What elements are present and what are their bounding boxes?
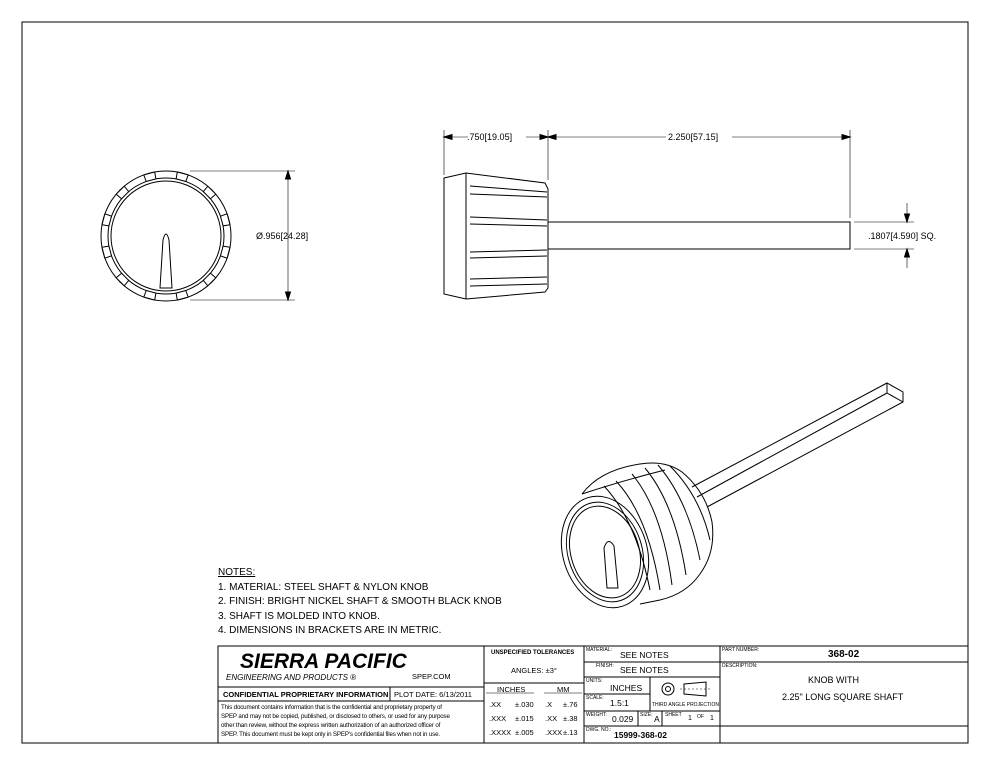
shaft-length-dim: 2.250[57.15] [668,132,719,142]
shaft-square-dim: .1807[4.590] SQ. [868,231,937,241]
knob-notch [221,214,231,226]
knob-notch [176,172,188,182]
knob-notch [102,246,112,258]
size-value: A [654,714,660,724]
sheet-label: SHEET [665,712,682,718]
tolerance-inches-header: INCHES [497,685,526,694]
projection-label: THIRD ANGLE PROJECTION [652,702,719,708]
isometric-view [547,383,903,619]
tolerance-mm-header: MM [557,685,570,694]
finish-value: SEE NOTES [620,665,669,675]
scale-label: SCALE: [586,695,604,701]
plot-date: PLOT DATE: 6/13/2011 [394,690,472,699]
dwg-label: DWG. NO.: [586,727,612,733]
company-website: SPEP.COM [412,672,451,681]
tolerance-row: .XXX ±.015 .XX ±.38 [489,714,578,723]
part-number-label: PART NUMBER: [722,647,760,653]
units-value: INCHES [610,683,643,693]
weight-label: WEIGHT: [586,712,607,718]
weight-value: 0.029 [612,714,634,724]
part-number-value: 368-02 [828,649,860,660]
knob-length-dim: .750[19.05] [467,132,513,142]
company-name: SIERRA PACIFIC [240,650,407,673]
confidential-text: This document contains information that is the confidential and proprietary property of SPEP and may not be copied, published, or disclosed to others, or used for any purpose other than review, without the express written authorization of an authorized officer of SPEP. This document must be kept only in SPEP's confidential files when not in use. [221,704,450,738]
knob-notch [144,172,156,182]
tolerances-title: UNSPECIFIED TOLERANCES [491,650,575,656]
sheet-value: 1 [688,715,692,722]
finish-label: FINISH: [596,663,614,669]
notes-heading: NOTES: [218,567,256,578]
units-label: UNITS: [586,678,603,684]
of-label: OF [697,714,704,720]
knob-notch [221,246,231,258]
knob-diameter-dim: Ø.956[24.28] [256,231,309,241]
note-item: 2. FINISH: BRIGHT NICKEL SHAFT & SMOOTH BLACK KNOB [218,596,502,607]
dwg-value: 15999-368-02 [614,730,667,740]
tolerance-angles: ANGLES: ±3° [511,666,557,675]
of-value: 1 [710,715,714,722]
tolerance-table [489,698,578,740]
material-label: MATERIAL: [586,647,613,653]
notes-section [218,566,502,639]
note-item: 4. DIMENSIONS IN BRACKETS ARE IN METRIC. [218,625,442,636]
company-subtitle: ENGINEERING AND PRODUCTS ® [226,673,357,682]
tolerance-row: .XXXX ±.005 .XXX ±.13 [489,728,578,737]
size-label: SIZE: [640,712,653,718]
knob-notch [102,214,112,226]
note-item: 3. SHAFT IS MOLDED INTO KNOB. [218,610,380,622]
side-view [444,130,914,299]
description-label: DESCRIPTION: [722,663,758,669]
confidential-title: CONFIDENTIAL PROPRIETARY INFORMATION [223,690,389,699]
description-line1: KNOB WITH [808,675,859,685]
note-item: 1. MATERIAL: STEEL SHAFT & NYLON KNOB [218,581,429,593]
knob-notch [176,291,188,301]
description-line2: 2.25" LONG SQUARE SHAFT [782,692,904,702]
knob-notch [144,291,156,301]
tolerance-row: .XX ±.030 .X ±.76 [489,700,578,709]
material-value: SEE NOTES [620,650,669,660]
scale-value: 1.5:1 [610,698,629,708]
